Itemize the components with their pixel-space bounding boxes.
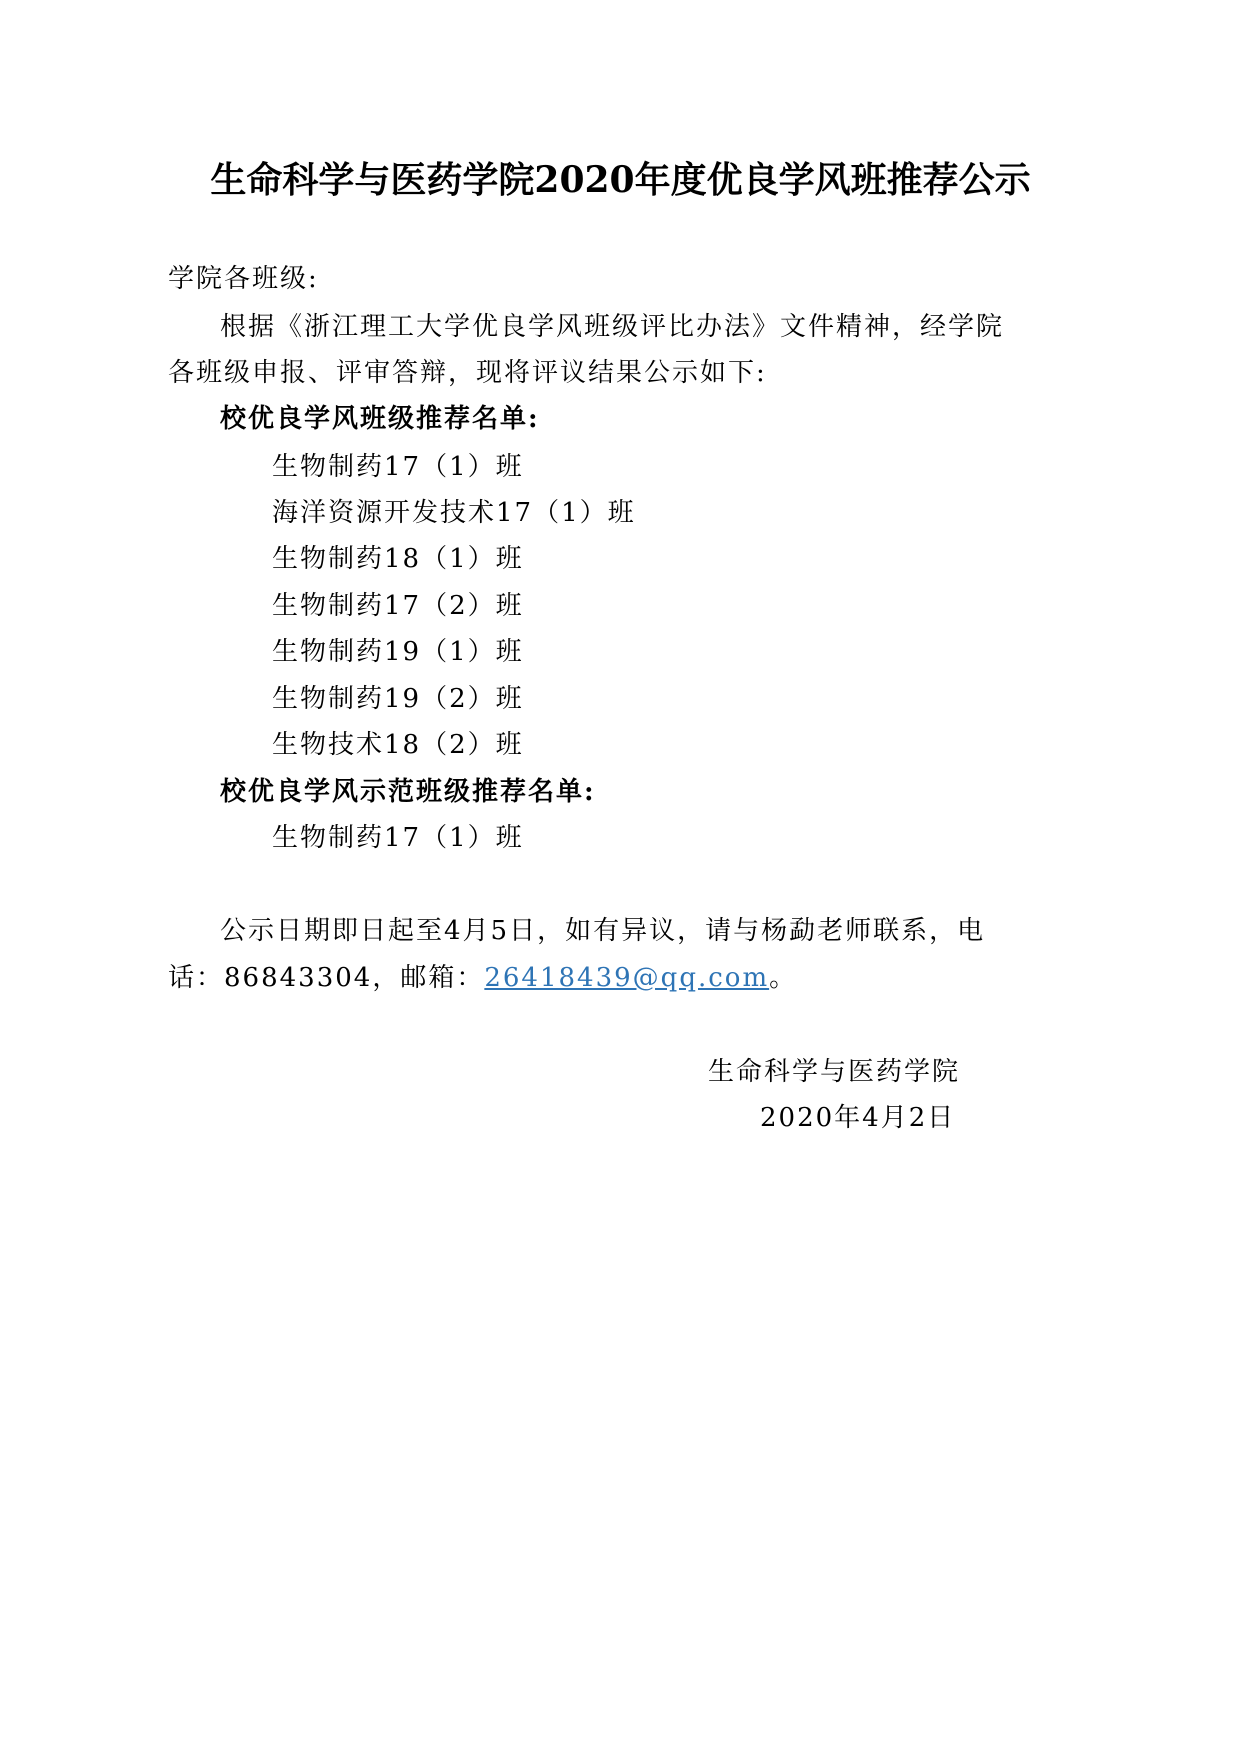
list-item: 生物制药17（1）班 — [272, 452, 524, 482]
salutation: 学院各班级: — [168, 264, 319, 294]
list-item: 生物制药17（1）班 — [272, 823, 524, 853]
notice-line-2 — [168, 961, 797, 995]
list-item: 生物制药17（2）班 — [272, 591, 524, 621]
signature-organization: 生命科学与医药学院 — [708, 1057, 961, 1087]
list-item: 生物技术18（2）班 — [272, 730, 524, 760]
page-title: 生命科学与医药学院2020年度优良学风班推荐公示 — [210, 159, 1031, 201]
list-item: 海洋资源开发技术17（1）班 — [272, 498, 636, 528]
section-heading-excellent-class: 校优良学风班级推荐名单: — [220, 404, 540, 434]
list-item: 生物制药19（2）班 — [272, 684, 524, 714]
section-heading-model-class: 校优良学风示范班级推荐名单: — [220, 777, 596, 807]
notice-period: 。 — [769, 963, 798, 993]
intro-paragraph-line-1: 根据《浙江理工大学优良学风班级评比办法》文件精神，经学院 — [220, 312, 1005, 342]
notice-line-1: 公示日期即日起至4月5日，如有异议，请与杨勐老师联系，电 — [220, 916, 986, 946]
intro-paragraph-line-2: 各班级申报、评审答辩，现将评议结果公示如下: — [168, 358, 767, 388]
list-item: 生物制药19（1）班 — [272, 637, 524, 667]
signature-date: 2020年4月2日 — [760, 1103, 956, 1133]
list-item: 生物制药18（1）班 — [272, 544, 524, 574]
email-link[interactable]: 26418439@qq.com — [484, 963, 770, 993]
notice-contact-text: 话：86843304，邮箱： — [168, 963, 485, 993]
